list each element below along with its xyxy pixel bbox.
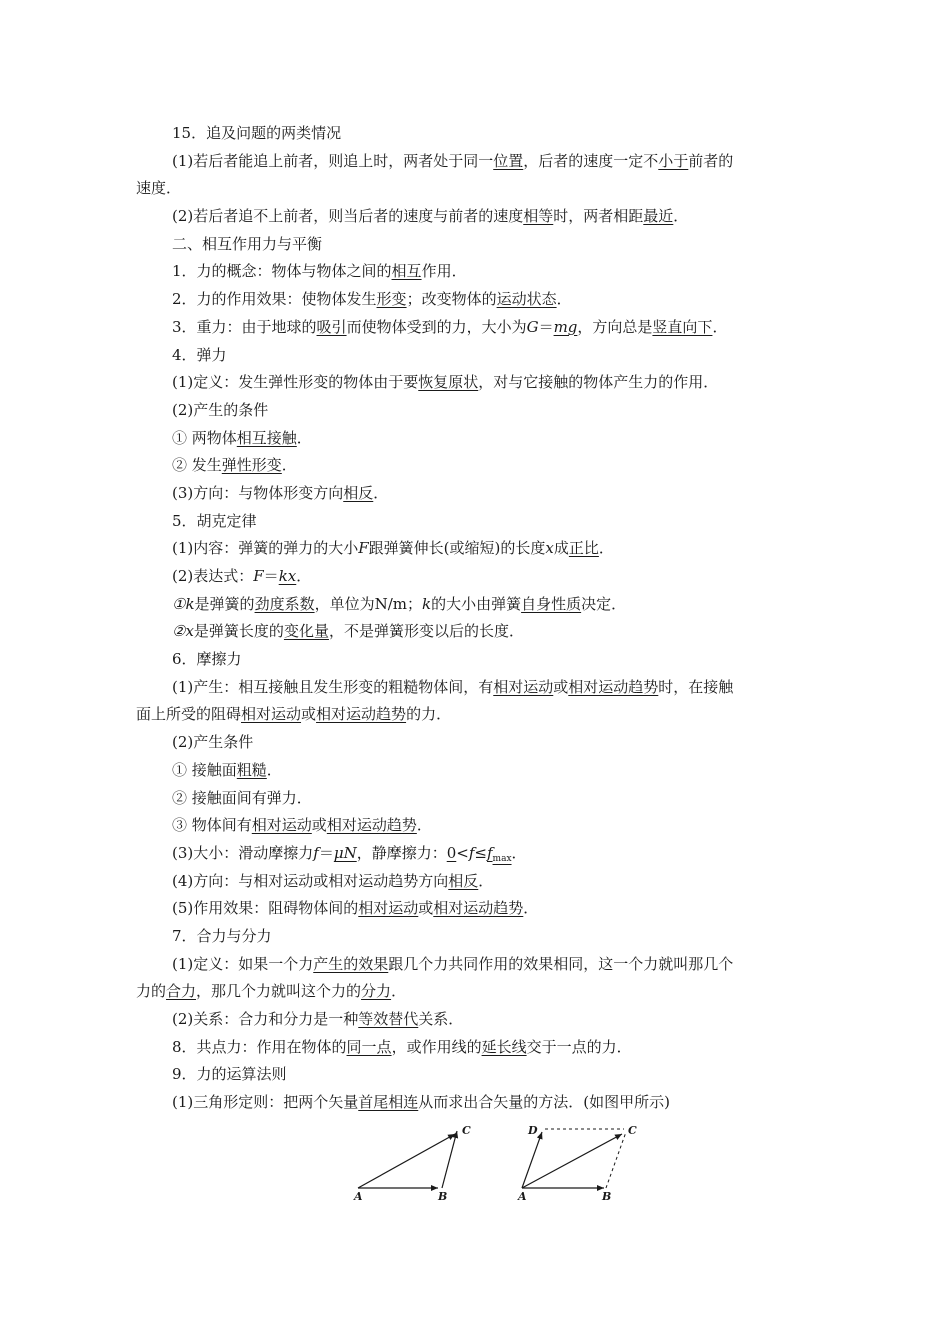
part-heading: 二、相互作用力与平衡	[172, 234, 323, 253]
label-C: C	[462, 1124, 471, 1137]
paragraph: ① 接触面粗糙．	[172, 760, 282, 779]
paragraph: (1)三角形定则：把两个矢量首尾相连从而求出合矢量的方法．(如图甲所示)	[172, 1093, 670, 1112]
answer-blank: 最近	[643, 207, 674, 226]
paragraph: 3．重力：由于地球的吸引而使物体受到的力，大小为G＝mg，方向总是竖直向下．	[172, 317, 728, 336]
paragraph: (2)产生条件	[172, 733, 254, 752]
paragraph: ①k是弹簧的劲度系数，单位为N/m；k的大小由弹簧自身性质决定．	[172, 594, 627, 613]
label-C: C	[628, 1124, 637, 1137]
vector-figures	[350, 1120, 650, 1210]
triangle-rule-diagram	[353, 1124, 471, 1203]
label-D: D	[528, 1124, 538, 1137]
paragraph: (2)若后者追不上前者，则当后者的速度与前者的速度相等时，两者相距最近．	[172, 207, 689, 226]
paragraph: (3)方向：与物体形变方向相反．	[172, 483, 389, 502]
label-A: A	[354, 1190, 363, 1203]
answer-blank: 小于	[658, 151, 689, 170]
paragraph: (1)产生：相互接触且发生形变的粗糙物体间，有相对运动或相对运动趋势时，在接触	[172, 677, 734, 696]
vector-diagrams	[350, 1120, 650, 1210]
paragraph-continuation: 速度．	[136, 179, 182, 198]
paragraph: (1)内容：弹簧的弹力的大小F跟弹簧伸长(或缩短)的长度x成正比．	[172, 539, 614, 558]
paragraph: (1)定义：发生弹性形变的物体由于要恢复原状，对与它接触的物体产生力的作用．	[172, 373, 719, 392]
paragraph: (4)方向：与相对运动或相对运动趋势方向相反．	[172, 871, 494, 890]
section-title: 6．摩擦力	[172, 650, 242, 669]
paragraph: (3)大小：滑动摩擦力f＝μN，静摩擦力：$0<f\le f_{max}$．	[172, 843, 527, 864]
vector-AC	[358, 1134, 455, 1188]
section-title: 4．弹力	[172, 345, 227, 364]
paragraph: (2)表达式：F＝kx．	[172, 567, 312, 585]
paragraph: (1)若后者能追上前者，则追上时，两者处于同一位置，后者的速度一定不小于前者的	[172, 151, 734, 170]
label-B: B	[602, 1190, 612, 1203]
answer-blank: 相等	[523, 207, 554, 226]
paragraph: (5)作用效果：阻碍物体间的相对运动或相对运动趋势．	[172, 899, 539, 918]
paragraph: ③ 物体间有相对运动或相对运动趋势．	[172, 816, 432, 835]
section-title: 9．力的运算法则	[172, 1065, 287, 1084]
section-title: 5．胡克定律	[172, 511, 257, 530]
paragraph: ② 接触面间有弹力．	[172, 788, 312, 807]
label-A: A	[518, 1190, 527, 1203]
label-B: B	[438, 1190, 448, 1203]
paragraph: (2)产生的条件	[172, 400, 269, 419]
vector-AD	[522, 1132, 542, 1188]
vector-AC	[522, 1134, 622, 1188]
paragraph: (2)关系：合力和分力是一种等效替代关系．	[172, 1010, 464, 1028]
paragraph-continuation: 力的合力，那几个力就叫这个力的分力．	[136, 982, 407, 1001]
paragraph: (1)定义：如果一个力产生的效果跟几个力共同作用的效果相同，这一个力就叫那几个	[172, 954, 734, 973]
parallelogram-rule-diagram	[517, 1124, 637, 1203]
section-15-title: 15．追及问题的两类情况	[172, 124, 342, 142]
paragraph: 1．力的概念：物体与物体之间的相互作用．	[172, 262, 467, 281]
answer-blank: 位置	[493, 151, 524, 170]
paragraph: ① 两物体相互接触．	[172, 428, 312, 447]
paragraph: 2．力的作用效果：使物体发生形变；改变物体的运动状态．	[172, 290, 572, 309]
paragraph-continuation: 面上所受的阻碍相对运动或相对运动趋势的力．	[136, 705, 452, 724]
document-body	[136, 120, 820, 1117]
paragraph: ②x是弹簧长度的变化量，不是弹簧形变以后的长度．	[172, 622, 524, 641]
paragraph: 8．共点力：作用在物体的同一点，或作用线的延长线交于一点的力．	[172, 1037, 632, 1056]
section-title: 7．合力与分力	[172, 926, 272, 945]
paragraph: ② 发生弹性形变．	[172, 456, 297, 475]
